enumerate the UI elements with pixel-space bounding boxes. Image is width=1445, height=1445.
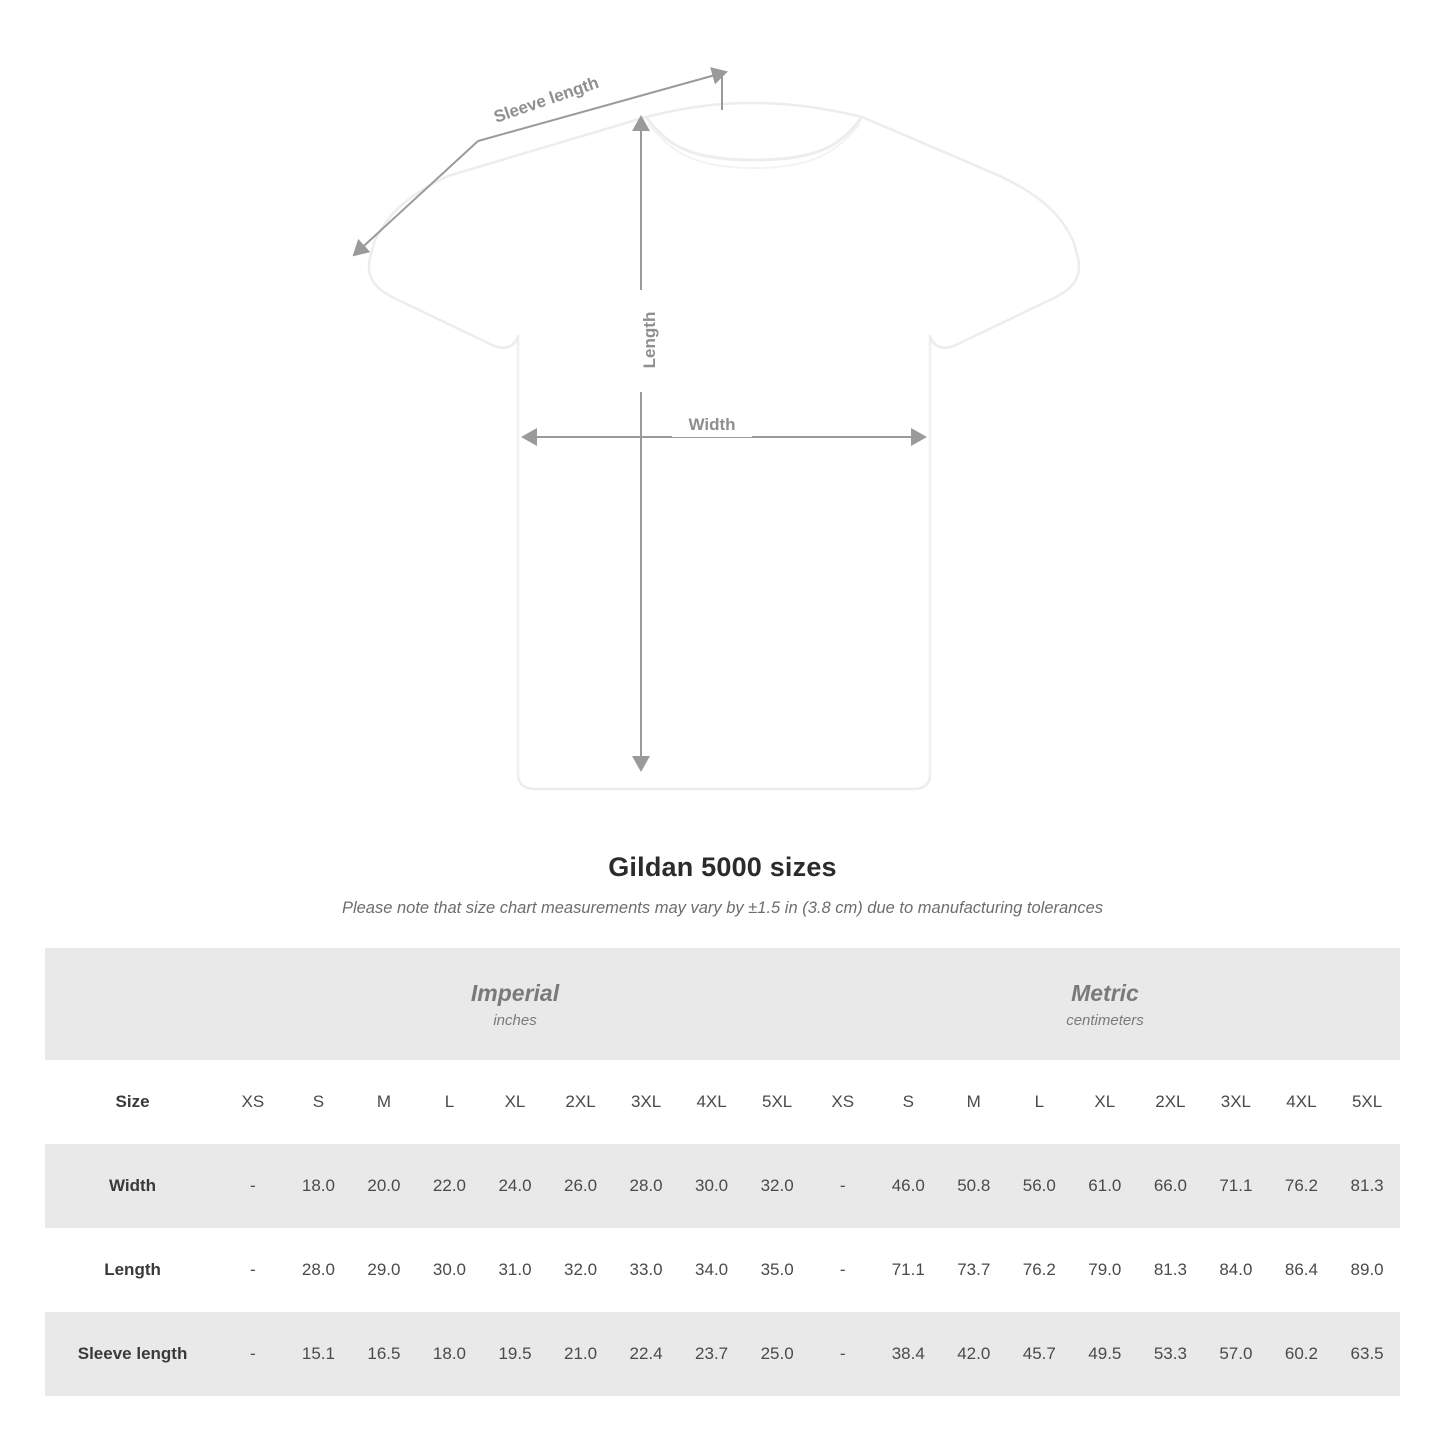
- size-header-cell: 5XL: [744, 1060, 810, 1144]
- size-header-cell: 5XL: [1334, 1060, 1400, 1144]
- length-label: Length: [640, 311, 659, 369]
- measurement-cell: 34.0: [679, 1228, 745, 1312]
- measurement-row-label: Sleeve length: [45, 1312, 220, 1396]
- measurement-cell: 57.0: [1203, 1312, 1269, 1396]
- measurement-cell: 49.5: [1072, 1312, 1138, 1396]
- measurement-cell: 61.0: [1072, 1144, 1138, 1228]
- measurement-cell: -: [810, 1312, 876, 1396]
- size-table-wrapper: [45, 948, 1400, 1396]
- measurement-cell: 76.2: [1269, 1144, 1335, 1228]
- measurement-cell: 16.5: [351, 1312, 417, 1396]
- measurement-cell: 81.3: [1138, 1228, 1204, 1312]
- measurement-cell: 86.4: [1269, 1228, 1335, 1312]
- measurement-cell: 89.0: [1334, 1228, 1400, 1312]
- table-row: [45, 1144, 1400, 1228]
- measurement-cell: 29.0: [351, 1228, 417, 1312]
- size-header-cell: M: [351, 1060, 417, 1144]
- measurement-cell: 73.7: [941, 1228, 1007, 1312]
- table-row: [45, 1228, 1400, 1312]
- measurement-cell: 15.1: [286, 1312, 352, 1396]
- measurement-cell: 81.3: [1334, 1144, 1400, 1228]
- measurement-cell: 32.0: [548, 1228, 614, 1312]
- unit-header-imperial-name: Imperial: [470, 980, 560, 1007]
- sleeve-length-label: Sleeve length: [491, 72, 602, 127]
- size-header-cell: XL: [482, 1060, 548, 1144]
- measurement-cell: 30.0: [679, 1144, 745, 1228]
- measurement-cell: 42.0: [941, 1312, 1007, 1396]
- measurement-cell: 46.0: [875, 1144, 941, 1228]
- measurement-cell: 18.0: [417, 1312, 483, 1396]
- size-header-cell: L: [1007, 1060, 1073, 1144]
- measurement-cell: 32.0: [744, 1144, 810, 1228]
- measurement-cell: 24.0: [482, 1144, 548, 1228]
- unit-header-metric-name: Metric: [1071, 980, 1139, 1007]
- measurement-cell: 71.1: [1203, 1144, 1269, 1228]
- size-header-row: [45, 1060, 1400, 1144]
- size-header-cell: 3XL: [1203, 1060, 1269, 1144]
- measurement-cell: 18.0: [286, 1144, 352, 1228]
- size-header-cell: L: [417, 1060, 483, 1144]
- measurement-cell: 22.0: [417, 1144, 483, 1228]
- size-header-cell: 2XL: [1138, 1060, 1204, 1144]
- tshirt-shape: [369, 103, 1079, 789]
- measurement-cell: 50.8: [941, 1144, 1007, 1228]
- size-table: [45, 948, 1400, 1396]
- unit-header-metric-sub: centimeters: [1066, 1011, 1144, 1029]
- measurement-row-label: Length: [45, 1228, 220, 1312]
- size-header-cell: S: [875, 1060, 941, 1144]
- measurement-cell: 35.0: [744, 1228, 810, 1312]
- size-header-cell: M: [941, 1060, 1007, 1144]
- size-header-cell: 2XL: [548, 1060, 614, 1144]
- size-column-header: Size: [45, 1060, 220, 1144]
- unit-header-imperial: [220, 948, 810, 1060]
- measurement-cell: 63.5: [1334, 1312, 1400, 1396]
- size-header-cell: 3XL: [613, 1060, 679, 1144]
- chart-note: Please note that size chart measurements may vary by ±1.5 in (3.8 cm) due to manufacturing tolerances: [341, 899, 1104, 917]
- measurement-cell: 28.0: [613, 1144, 679, 1228]
- measurement-cell: 30.0: [417, 1228, 483, 1312]
- measurement-cell: 20.0: [351, 1144, 417, 1228]
- measurement-cell: 56.0: [1007, 1144, 1073, 1228]
- measurement-cell: -: [220, 1312, 286, 1396]
- width-label: Width: [688, 415, 736, 434]
- size-header-cell: XS: [220, 1060, 286, 1144]
- unit-header-spacer: [45, 948, 220, 1060]
- table-row: [45, 1312, 1400, 1396]
- unit-header-imperial-sub: inches: [493, 1011, 537, 1029]
- size-header-cell: 4XL: [1269, 1060, 1335, 1144]
- measurement-cell: 26.0: [548, 1144, 614, 1228]
- measurement-cell: 84.0: [1203, 1228, 1269, 1312]
- measurement-cell: -: [810, 1144, 876, 1228]
- measurement-cell: 33.0: [613, 1228, 679, 1312]
- measurement-cell: 19.5: [482, 1312, 548, 1396]
- measurement-cell: 28.0: [286, 1228, 352, 1312]
- measurement-cell: 45.7: [1007, 1312, 1073, 1396]
- measurement-cell: 22.4: [613, 1312, 679, 1396]
- size-header-cell: S: [286, 1060, 352, 1144]
- size-header-cell: XS: [810, 1060, 876, 1144]
- measurement-cell: -: [220, 1144, 286, 1228]
- measurement-row-label: Width: [45, 1144, 220, 1228]
- measurement-cell: 21.0: [548, 1312, 614, 1396]
- measurement-cell: -: [220, 1228, 286, 1312]
- chart-title: Gildan 5000 sizes: [608, 852, 837, 882]
- measurement-cell: 53.3: [1138, 1312, 1204, 1396]
- size-header-cell: XL: [1072, 1060, 1138, 1144]
- measurement-cell: -: [810, 1228, 876, 1312]
- measurement-cell: 79.0: [1072, 1228, 1138, 1312]
- unit-header-metric: [810, 948, 1400, 1060]
- size-header-cell: 4XL: [679, 1060, 745, 1144]
- measurement-cell: 31.0: [482, 1228, 548, 1312]
- measurement-cell: 71.1: [875, 1228, 941, 1312]
- measurement-cell: 76.2: [1007, 1228, 1073, 1312]
- measurement-cell: 66.0: [1138, 1144, 1204, 1228]
- unit-header-row: [45, 948, 1400, 1060]
- measurement-cell: 23.7: [679, 1312, 745, 1396]
- measurement-cell: 38.4: [875, 1312, 941, 1396]
- measurement-cell: 60.2: [1269, 1312, 1335, 1396]
- measurement-cell: 25.0: [744, 1312, 810, 1396]
